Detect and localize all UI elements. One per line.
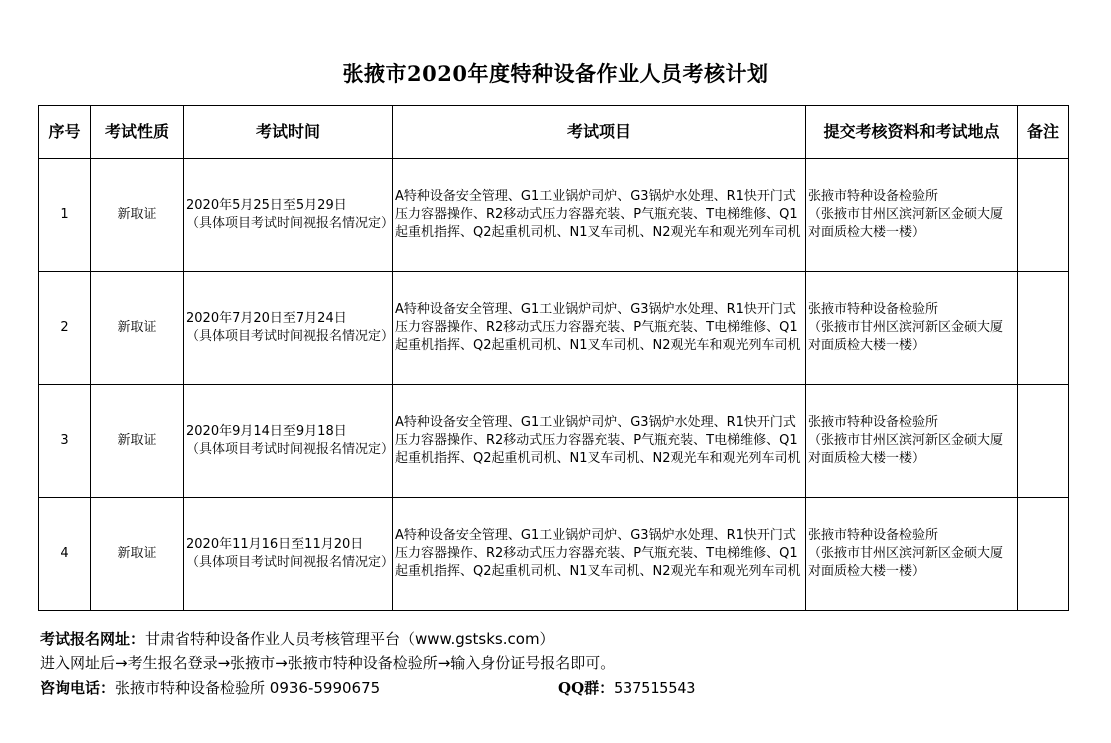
cell-place [806,498,1018,611]
cell-no: 2 [39,272,91,385]
footer-instructions: 进入网址后→考生报名登录→张掖市→张掖市特种设备检验所→输入身份证号报名即可。 [40,654,616,672]
header-type: 考试性质 [91,106,184,159]
table-row [39,159,1069,272]
phone-value: 张掖市特种设备检验所 0936-5990675 [115,679,381,697]
cell-place [806,385,1018,498]
place-note: （张掖市甘州区滨河新区金硕大厦对面质检大楼一楼） [808,433,1004,466]
cell-remark [1018,272,1069,385]
date-range: 2020年7月20日至7月24日 [186,311,347,326]
place-name: 张掖市特种设备检验所 [808,528,939,543]
place-note: （张掖市甘州区滨河新区金硕大厦对面质检大楼一楼） [808,546,1004,579]
cell-place [806,272,1018,385]
cell-type: 新取证 [91,272,184,385]
cell-date [184,272,393,385]
cell-type: 新取证 [91,498,184,611]
date-range: 2020年11月16日至11月20日 [186,537,364,552]
cell-remark [1018,385,1069,498]
cell-type: 新取证 [91,385,184,498]
cell-place [806,159,1018,272]
cell-date [184,498,393,611]
header-date: 考试时间 [184,106,393,159]
cell-remark [1018,498,1069,611]
date-note: （具体项目考试时间视报名情况定） [186,555,395,570]
qq-group [558,677,695,699]
cell-items: A特种设备安全管理、G1工业锅炉司炉、G3锅炉水处理、R1快开门式压力容器操作、R2移动式压力容器充装、P气瓶充装、T电梯维修、Q1起重机指挥、Q2起重机司机、N1叉车司机、N2观光车和观光列车司机 [393,272,806,385]
date-note: （具体项目考试时间视报名情况定） [186,329,395,344]
cell-no: 1 [39,159,91,272]
website-value: 甘肃省特种设备作业人员考核管理平台（www.gstsks.com） [145,630,555,648]
cell-date [184,159,393,272]
place-name: 张掖市特种设备检验所 [808,189,939,204]
table-header-row [39,106,1069,159]
phone-label: 咨询电话： [40,679,116,697]
cell-items: A特种设备安全管理、G1工业锅炉司炉、G3锅炉水处理、R1快开门式压力容器操作、R2移动式压力容器充装、P气瓶充装、T电梯维修、Q1起重机指挥、Q2起重机司机、N1叉车司机、N2观光车和观光列车司机 [393,498,806,611]
footer-contact [40,677,696,699]
cell-no: 3 [39,385,91,498]
place-name: 张掖市特种设备检验所 [808,302,939,317]
website-label: 考试报名网址： [40,630,146,648]
date-range: 2020年5月25日至5月29日 [186,198,347,213]
header-items: 考试项目 [393,106,806,159]
date-note: （具体项目考试时间视报名情况定） [186,216,395,231]
header-place: 提交考核资料和考试地点 [806,106,1018,159]
cell-remark [1018,159,1069,272]
footer-website [40,628,555,650]
place-note: （张掖市甘州区滨河新区金硕大厦对面质检大楼一楼） [808,207,1004,240]
exam-schedule-table [38,105,1069,611]
place-name: 张掖市特种设备检验所 [808,415,939,430]
header-no: 序号 [39,106,91,159]
cell-no: 4 [39,498,91,611]
page-title: 张掖市2020年度特种设备作业人员考核计划 [342,61,769,86]
qq-label: QQ群： [558,679,615,697]
place-note: （张掖市甘州区滨河新区金硕大厦对面质检大楼一楼） [808,320,1004,353]
date-range: 2020年9月14日至9月18日 [186,424,347,439]
cell-items: A特种设备安全管理、G1工业锅炉司炉、G3锅炉水处理、R1快开门式压力容器操作、R2移动式压力容器充装、P气瓶充装、T电梯维修、Q1起重机指挥、Q2起重机司机、N1叉车司机、N2观光车和观光列车司机 [393,159,806,272]
qq-value: 537515543 [614,679,696,697]
table-row [39,385,1069,498]
header-remark: 备注 [1018,106,1069,159]
cell-date [184,385,393,498]
table-row [39,272,1069,385]
date-note: （具体项目考试时间视报名情况定） [186,442,395,457]
cell-items: A特种设备安全管理、G1工业锅炉司炉、G3锅炉水处理、R1快开门式压力容器操作、R2移动式压力容器充装、P气瓶充装、T电梯维修、Q1起重机指挥、Q2起重机司机、N1叉车司机、N2观光车和观光列车司机 [393,385,806,498]
table-row [39,498,1069,611]
cell-type: 新取证 [91,159,184,272]
